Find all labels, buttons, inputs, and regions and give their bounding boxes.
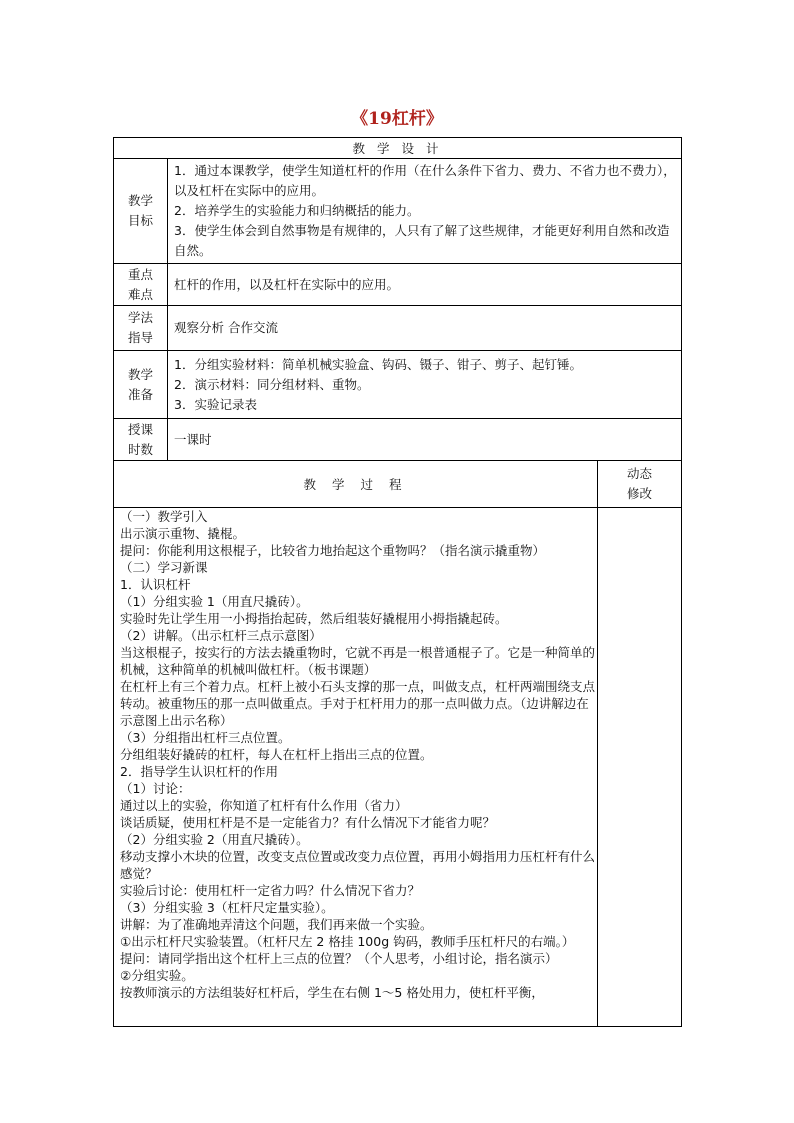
process-line: 谈话质疑，使用杠杆是不是一定能省力？有什么情况下才能省力呢？: [120, 815, 496, 830]
content-preparation: 1．分组实验材料：简单机械实验盒、钩码、镊子、钳子、剪子、起钉锤。 2．演示材料：同分组材料、重物。 3．实验记录表: [168, 351, 682, 419]
modify-content: [598, 508, 682, 1027]
process-line: （3）分组实验 3（杠杆尺定量实验）。: [120, 900, 334, 915]
process-line: 实验后讨论：使用杠杆一定省力吗？什么情况下省力？: [120, 883, 421, 898]
row-hours: [114, 419, 682, 461]
row-key-points: [114, 264, 682, 306]
process-line: （1）讨论：: [120, 781, 191, 796]
row-method: [114, 306, 682, 351]
label-key-points: 重点 难点: [114, 264, 168, 306]
label-method: 学法 指导: [114, 306, 168, 351]
process-line: 当这根棍子，按实行的方法去撬重物时，它就不再是一根普通棍子了。它是一种简单的机械，这种简单的机械叫做杠杆。（板书课题）: [120, 645, 595, 677]
design-header: 教 学 设 计: [114, 138, 682, 159]
process-line: 提问：请同学指出这个杠杆上三点的位置？（个人思考，小组讨论，指名演示）: [120, 951, 558, 966]
process-line: 分组组装好撬砖的杠杆，每人在杠杆上指出三点的位置。: [120, 747, 433, 762]
row-objectives: [114, 159, 682, 264]
process-line: ①出示杠杆尺实验装置。（杠杆尺左 2 格挂 100g 钩码，教师手压杠杆尺的右端。）: [120, 934, 575, 949]
process-line: （2）分组实验 2（用直尺撬砖）。: [120, 832, 309, 847]
label-hours: 授课 时数: [114, 419, 168, 461]
process-content: [114, 508, 598, 1027]
process-line: ②分组实验。: [120, 968, 194, 983]
process-lines: [120, 508, 595, 1026]
document-title: 《19杠杆》: [351, 109, 443, 129]
process-line: 1．认识杠杆: [120, 577, 191, 592]
content-hours: 一课时: [168, 419, 682, 461]
row-preparation: [114, 351, 682, 419]
process-line: 通过以上的实验，你知道了杠杆有什么作用（省力）: [120, 798, 408, 813]
process-line: 按教师演示的方法组装好杠杆后，学生在右侧 1～5 格处用力，使杠杆平衡，: [120, 985, 544, 1000]
process-line: 出示演示重物、撬棍。: [120, 526, 246, 541]
row-process: [114, 508, 682, 1027]
process-header: 教 学 过 程: [114, 461, 598, 508]
modify-header: 动态 修改: [598, 461, 682, 508]
label-preparation: 教学 准备: [114, 351, 168, 419]
process-line: （一）教学引入: [120, 509, 208, 524]
process-line: 实验时先让学生用一小拇指抬起砖，然后组装好撬棍用小拇指撬起砖。: [120, 611, 508, 626]
process-line: 讲解：为了准确地弄清这个问题，我们再来做一个实验。: [120, 917, 433, 932]
row-process-header: [114, 461, 682, 508]
content-key-points: 杠杆的作用，以及杠杆在实际中的应用。: [168, 264, 682, 306]
process-line: 2．指导学生认识杠杆的作用: [120, 764, 278, 779]
process-line: 在杠杆上有三个着力点。杠杆上被小石头支撑的那一点，叫做支点，杠杆两端围绕支点转动。被重物压的那一点叫做重点。手对于杠杆用力的那一点叫做力点。（边讲解边在示意图上出示名称）: [120, 679, 595, 728]
process-line: （二）学习新课: [120, 560, 208, 575]
process-line: 移动支撑小木块的位置，改变支点位置或改变力点位置，再用小姆指用力压杠杆有什么感觉？: [120, 849, 595, 881]
content-method: 观察分析 合作交流: [168, 306, 682, 351]
process-line: 提问：你能利用这根棍子，比较省力地抬起这个重物吗？（指名演示撬重物）: [120, 543, 546, 558]
process-line: （3）分组指出杠杆三点位置。: [120, 730, 291, 745]
label-objectives: 教学 目标: [114, 159, 168, 264]
process-line: （1）分组实验 1（用直尺撬砖）。: [120, 594, 309, 609]
process-line: （2）讲解。（出示杠杆三点示意图）: [120, 628, 322, 643]
content-objectives: 1．通过本课教学，使学生知道杠杆的作用（在什么条件下省力、费力、不省力也不费力），以及杠杆在实际中的应用。 2．培养学生的实验能力和归纳概括的能力。 3．使学生体会到自然事物是有规律的，人只有了解了这些规律，才能更好利用自然和改造自然。: [168, 159, 682, 264]
lesson-plan-table: [113, 137, 682, 1027]
